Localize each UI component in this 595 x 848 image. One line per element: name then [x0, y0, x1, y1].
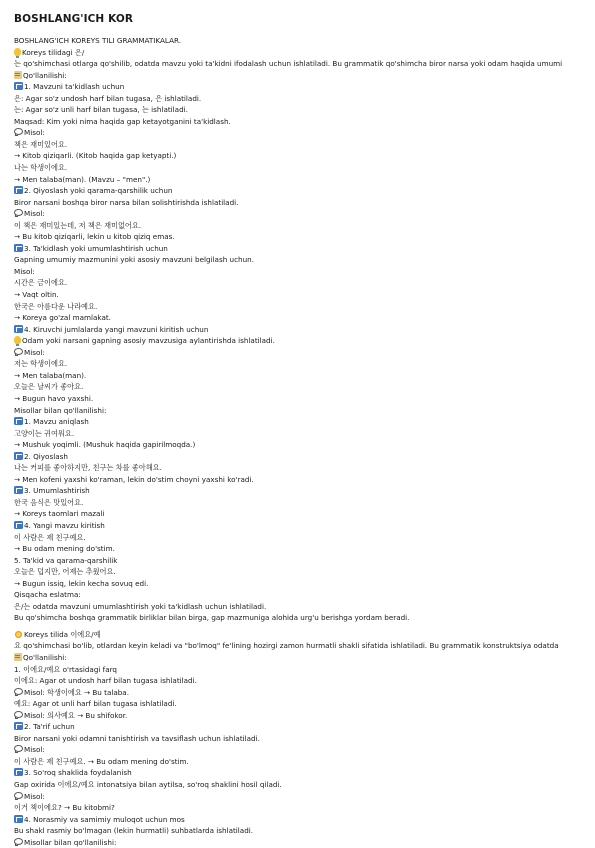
speech-icon: [14, 792, 23, 799]
text-line: [14, 150, 584, 162]
line-text: Misol:: [24, 209, 45, 219]
text-line: [14, 675, 584, 687]
line-text: Qisqacha eslatma:: [14, 590, 81, 600]
text-line: [14, 104, 584, 116]
scroll-icon: [14, 71, 22, 79]
text-line: [14, 767, 584, 779]
line-text: 예요: Agar ot unli harf bilan tugasa ishlatiladi.: [14, 699, 177, 709]
text-line: [14, 289, 584, 301]
line-text: 4. Norasmiy va samimiy muloqot uchun mos: [24, 814, 185, 824]
document-body: [14, 35, 584, 848]
text-line: [14, 837, 584, 848]
line-text: → Men kofeni yaxshi ko'raman, lekin do'stim choyni yaxshi ko'radi.: [14, 474, 254, 484]
line-text: 2. Ta'rif uchun: [24, 722, 75, 732]
scroll-icon: [14, 653, 22, 661]
line-text: 이 책은 재미있는데, 저 책은 재미없어요.: [14, 220, 142, 230]
line-text: 2. Qiyoslash: [24, 451, 68, 461]
number-icon: [14, 521, 23, 529]
text-line: [14, 802, 584, 814]
number-icon: [14, 768, 23, 776]
text-line: [14, 139, 584, 151]
line-text: 3. Umumlashtirish: [24, 486, 90, 496]
text-line: [14, 370, 584, 382]
speech-icon: [14, 745, 23, 752]
text-line: [14, 312, 584, 324]
text-line: [14, 601, 584, 613]
line-text: 저는 학생이에요.: [14, 359, 68, 369]
line-text: Gapning umumiy mazmunini yoki asosiy mavzuni belgilash uchun.: [14, 255, 254, 265]
line-text: Qo'llanilishi:: [23, 70, 67, 80]
line-text: → Koreya go'zal mamlakat.: [14, 313, 111, 323]
number-icon: [14, 452, 23, 460]
speech-icon: [14, 128, 23, 135]
text-line: [14, 243, 584, 255]
text-line: [14, 439, 584, 451]
line-text: → Bugun havo yaxshi.: [14, 393, 94, 403]
text-line: [14, 744, 584, 756]
line-text: 3. Ta'kidlash yoki umumlashtirish uchun: [24, 243, 168, 253]
line-text: Bu shakl rasmiy bo'lmagan (lekin hurmatli) suhbatlarda ishlatiladi.: [14, 826, 254, 836]
text-line: [14, 687, 584, 699]
text-line: [14, 664, 584, 676]
text-line: [14, 578, 584, 590]
bulb-icon: [14, 48, 21, 56]
line-text: 이거 책이에요? → Bu kitobmi?: [14, 803, 115, 813]
speech-icon: [14, 838, 23, 845]
text-line: [14, 612, 584, 624]
text-line: [14, 416, 584, 428]
text-line: [14, 532, 584, 544]
line-text: 2. Qiyoslash yoki qarama-qarshilik uchun: [24, 186, 173, 196]
line-text: Biror narsani yoki odamni tanishtirish va tavsiflash uchun ishlatiladi.: [14, 733, 260, 743]
line-text: 1. Mavzu aniqlash: [24, 417, 89, 427]
line-text: Gap oxirida 이에요/예요 intonatsiya bilan aytilsa, so'roq shaklini hosil qiladi.: [14, 780, 282, 789]
line-text: → Vaqt oltin.: [14, 290, 59, 300]
text-line: [14, 508, 584, 520]
line-text: Misol:: [24, 791, 45, 801]
line-text: 은/는 odatda mavzuni umumlashtirish yoki ta'kidlash uchun ishlatiladi.: [14, 601, 267, 611]
bulb-icon: [14, 336, 21, 344]
line-text: → Men talaba(man). (Mavzu – "men".): [14, 174, 151, 184]
text-line: [14, 629, 584, 641]
text-line: [14, 47, 584, 59]
line-text: 3. So'roq shaklida foydalanish: [24, 768, 132, 778]
speech-icon: [14, 711, 23, 718]
speech-icon: [14, 688, 23, 695]
line-text: Koreys tilida 이에요/예: [24, 629, 101, 639]
line-text: 책은 재미있어요.: [14, 139, 68, 149]
text-line: [14, 405, 584, 417]
line-text: 1. 이에요/예요 o'rtasidagi farq: [14, 664, 117, 674]
line-text: 는 qo'shimchasi otlarga qo'shilib, odatda mavzu yoki ta'kidni ifodalash uchun ishlatiladi. Bu grammatik qo'shimcha biror narsa yoki odam haqida umumi: [14, 59, 563, 69]
line-text: Misol: 학생이에요 → Bu talaba.: [24, 687, 129, 697]
line-text: 이에요: Agar ot undosh harf bilan tugasa ishlatiladi.: [14, 676, 197, 686]
text-line: [14, 335, 584, 347]
line-text: 나는 학생이에요.: [14, 163, 68, 173]
line-text: → Bugun issiq, lekin kecha sovuq edi.: [14, 578, 149, 588]
number-icon: [14, 325, 23, 333]
text-line: [14, 266, 584, 278]
line-text: → Bu odam mening do'stim.: [14, 544, 115, 554]
line-text: 요 qo'shimchasi bo'lib, otlardan keyin keladi va "bo'lmoq" fe'lining hozirgi zamon hurmatli shakli sifatida ishlatiladi. Bu grammatik konstruktsiya odatda: [14, 641, 559, 651]
text-line: [14, 652, 584, 664]
line-text: Misol:: [24, 128, 45, 138]
text-line: [14, 451, 584, 463]
text-line: [14, 208, 584, 220]
text-line: [14, 555, 584, 567]
text-line: [14, 640, 584, 652]
text-line: [14, 358, 584, 370]
text-line: [14, 733, 584, 745]
line-text: 4. Kiruvchi jumlalarda yangi mavzuni kiritish uchun: [24, 324, 209, 334]
text-line: [14, 698, 584, 710]
line-text: 은: Agar so'z undosh harf bilan tugasa, 은 ishlatiladi.: [14, 93, 202, 103]
number-icon: [14, 244, 23, 252]
text-line: [14, 301, 584, 313]
line-text: Misollar bilan qo'llanilishi:: [14, 405, 107, 415]
text-line: [14, 127, 584, 139]
text-line: [14, 779, 584, 791]
line-text: Koreys tilidagi 은/: [22, 47, 85, 57]
line-text: → Kitob qiziqarli. (Kitob haqida gap ketyapti.): [14, 151, 177, 161]
line-text: BOSHLANG'ICH KOREYS TILI GRAMMATIKALAR.: [14, 36, 182, 45]
text-line: [14, 393, 584, 405]
line-text: → Mushuk yoqimli. (Mushuk haqida gapirilmoqda.): [14, 440, 196, 450]
line-text: → Bu kitob qiziqarli, lekin u kitob qiziq emas.: [14, 232, 175, 242]
text-line: [14, 35, 584, 47]
text-line: [14, 324, 584, 336]
text-line: [14, 81, 584, 93]
speech-icon: [14, 348, 23, 355]
line-text: 시간은 금이에요.: [14, 278, 68, 288]
line-text: 한국 음식은 맛있어요.: [14, 497, 84, 507]
text-line: [14, 814, 584, 826]
text-line: [14, 543, 584, 555]
line-text: Bu qo'shimcha boshqa grammatik birliklar bilan birga, gap mazmuniga alohida urg'u berishga yordam beradi.: [14, 613, 410, 623]
line-text: Biror narsani boshqa biror narsa bilan solishtirishda ishlatiladi.: [14, 197, 239, 207]
text-line: [14, 116, 584, 128]
text-line: [14, 185, 584, 197]
line-text: 나는 커피를 좋아하지만, 친구는 차를 좋아해요.: [14, 463, 162, 473]
document-title: BOSHLANG'ICH KOR: [14, 13, 134, 25]
line-text: Misol:: [24, 347, 45, 357]
line-text: 고양이는 귀여워요.: [14, 428, 75, 438]
text-line: [14, 791, 584, 803]
number-icon: [14, 486, 23, 494]
text-line: [14, 462, 584, 474]
line-text: 오늘은 날씨가 좋아요.: [14, 382, 84, 392]
text-line: [14, 520, 584, 532]
text-line: [14, 347, 584, 359]
text-line: [14, 174, 584, 186]
line-text: 는: Agar so'z unli harf bilan tugasa, 는 ishlatiladi.: [14, 105, 188, 115]
line-text: Maqsad: Kim yoki nima haqida gap ketayotganini ta'kidlash.: [14, 116, 231, 126]
text-line: [14, 162, 584, 174]
number-icon: [14, 722, 23, 730]
line-text: Odam yoki narsani gapning asosiy mavzusiga aylantirishda ishlatiladi.: [22, 336, 275, 346]
text-line: [14, 566, 584, 578]
text-line: [14, 381, 584, 393]
line-text: 오늘은 덥지만, 어제는 추웠어요.: [14, 567, 116, 577]
text-line: [14, 485, 584, 497]
line-text: Misol:: [14, 266, 35, 276]
text-line: [14, 756, 584, 768]
text-line: [14, 254, 584, 266]
text-line: [14, 721, 584, 733]
text-line: [14, 497, 584, 509]
line-text: 1. Mavzuni ta'kidlash uchun: [24, 82, 125, 92]
line-text: 이 사람은 제 친구예요.: [14, 532, 86, 542]
number-icon: [14, 82, 23, 90]
text-line: [14, 825, 584, 837]
text-line: [14, 589, 584, 601]
text-line: [14, 277, 584, 289]
number-icon: [14, 417, 23, 425]
line-text: 5. Ta'kid va qarama-qarshilik: [14, 555, 118, 565]
line-text: Misol:: [24, 745, 45, 755]
text-line: [14, 428, 584, 440]
number-icon: [14, 815, 23, 823]
text-line: [14, 93, 584, 105]
document-page: [14, 13, 584, 848]
text-line: [14, 70, 584, 82]
text-line: [14, 197, 584, 209]
line-text: 4. Yangi mavzu kiritish: [24, 520, 105, 530]
speech-icon: [14, 209, 23, 216]
line-text: Misol: 의사예요 → Bu shifokor.: [24, 710, 128, 720]
line-text: → Men talaba(man).: [14, 370, 87, 380]
text-line: [14, 231, 584, 243]
line-text: → Koreys taomlari mazali: [14, 509, 105, 519]
line-text: Misollar bilan qo'llanilishi:: [24, 837, 117, 847]
sparkle-icon: [14, 630, 23, 639]
number-icon: [14, 186, 23, 194]
line-text: Qo'llanilishi:: [23, 652, 67, 662]
text-line: [14, 58, 584, 70]
line-text: 한국은 아름다운 나라예요.: [14, 301, 98, 311]
line-text: 이 사람은 제 친구예요. → Bu odam mening do'stim.: [14, 756, 189, 766]
text-line: [14, 220, 584, 232]
text-line: [14, 474, 584, 486]
text-line: [14, 710, 584, 722]
